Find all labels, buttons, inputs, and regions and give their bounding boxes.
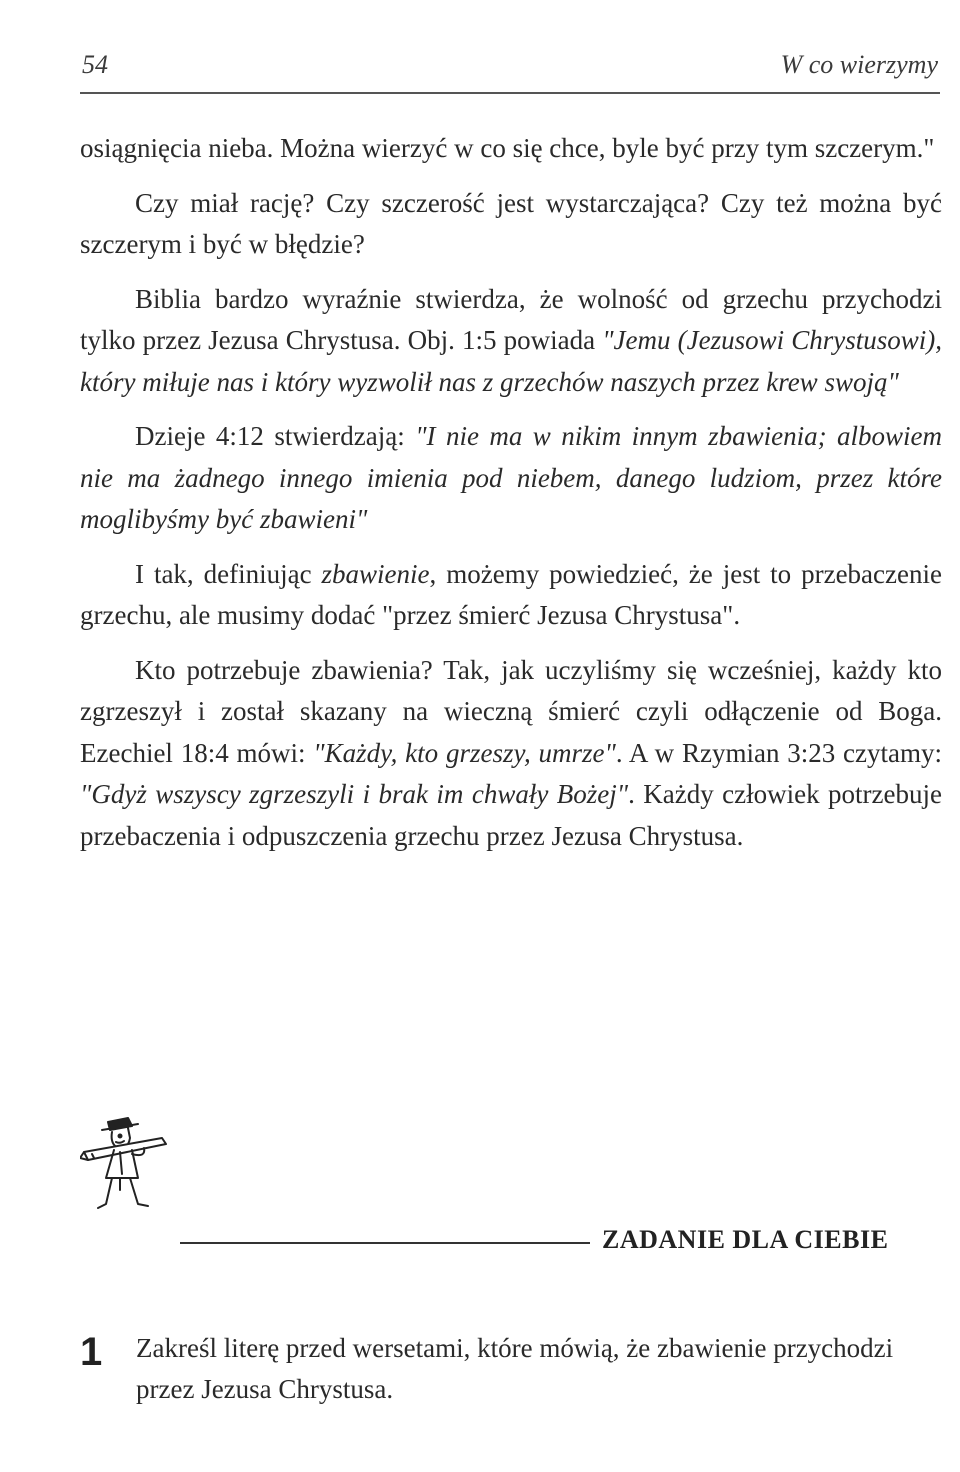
task-instruction: Zakreśl literę przed wersetami, które mówią, że zbawienie przychodzi przez Jezusa Chrystusa.: [136, 1333, 894, 1404]
task-heading: ZADANIE DLA CIEBIE: [602, 1225, 889, 1254]
paragraph-3: Biblia bardzo wyraźnie stwierdza, że wolność od grzechu przychodzi tylko przez Jezusa Chrystusa. Obj. 1:5 powiada "Jemu (Jezusowi Chrystusowi), który miłuje nas i który wyzwolił nas z grzechów naszych przez krew swoją": [80, 283, 942, 397]
paragraph-1: osiągnięcia nieba. Można wierzyć w co się chce, byle być przy tym szczerym.": [80, 133, 935, 163]
paragraph-4: Dzieje 4:12 stwierdzają: "I nie ma w nikim innym zbawienia; albowiem nie ma żadnego innego imienia pod niebem, danego ludziom, przez które moglibyśmy być zbawieni": [80, 421, 942, 534]
body-text: [80, 128, 942, 870]
paragraph-2: Czy miał rację? Czy szczerość jest wystarczająca? Czy też można być szczerym i być w błędzie?: [80, 187, 942, 259]
quote-ezekiel-18-4: "Każdy, kto grzeszy, umrze": [313, 737, 616, 768]
header-rule: [80, 92, 940, 94]
paragraph-6: Kto potrzebuje zbawienia? Tak, jak uczyliśmy się wcześniej, każdy kto zgrzeszył i został skazany na wieczną śmierć czyli odłączenie od Boga. Ezechiel 18:4 mówi: "Każdy, kto grzeszy, umrze". A w Rzymian 3:23 czytamy: "Gdyż wszyscy zgrzeszyli i brak im chwały Bożej". Każdy człowiek potrzebuje przebaczenia i odpuszczenia grzechu przez Jezusa Chrystusa.: [80, 654, 942, 851]
task-number: 1: [80, 1330, 103, 1374]
term-zbawienie: zbawienie: [321, 558, 430, 589]
paragraph-5: I tak, definiując zbawienie, możemy powiedzieć, że jest to przebaczenie grzechu, ale musimy dodać "przez śmierć Jezusa Chrystusa".: [80, 558, 942, 630]
task-divider: [180, 1242, 590, 1244]
quote-acts-4-12: "I nie ma w nikim innym zbawienia; albowiem nie ma żadnego innego imienia pod niebem, danego ludziom, przez które moglibyśmy być zbawieni": [80, 421, 942, 534]
pencil-man-icon: [80, 1108, 170, 1218]
page-header: [80, 40, 940, 90]
page-number: 54: [82, 50, 108, 79]
running-title: W co wierzymy: [780, 50, 938, 79]
quote-romans-3-23: "Gdyż wszyscy zgrzeszyli i brak im chwały Bożej": [80, 779, 629, 809]
quote-rev-1-5: "Jemu (Jezusowi Chrystusowi), który miłuje nas i który wyzwolił nas z grzechów naszych przez krew swoją": [80, 325, 942, 397]
